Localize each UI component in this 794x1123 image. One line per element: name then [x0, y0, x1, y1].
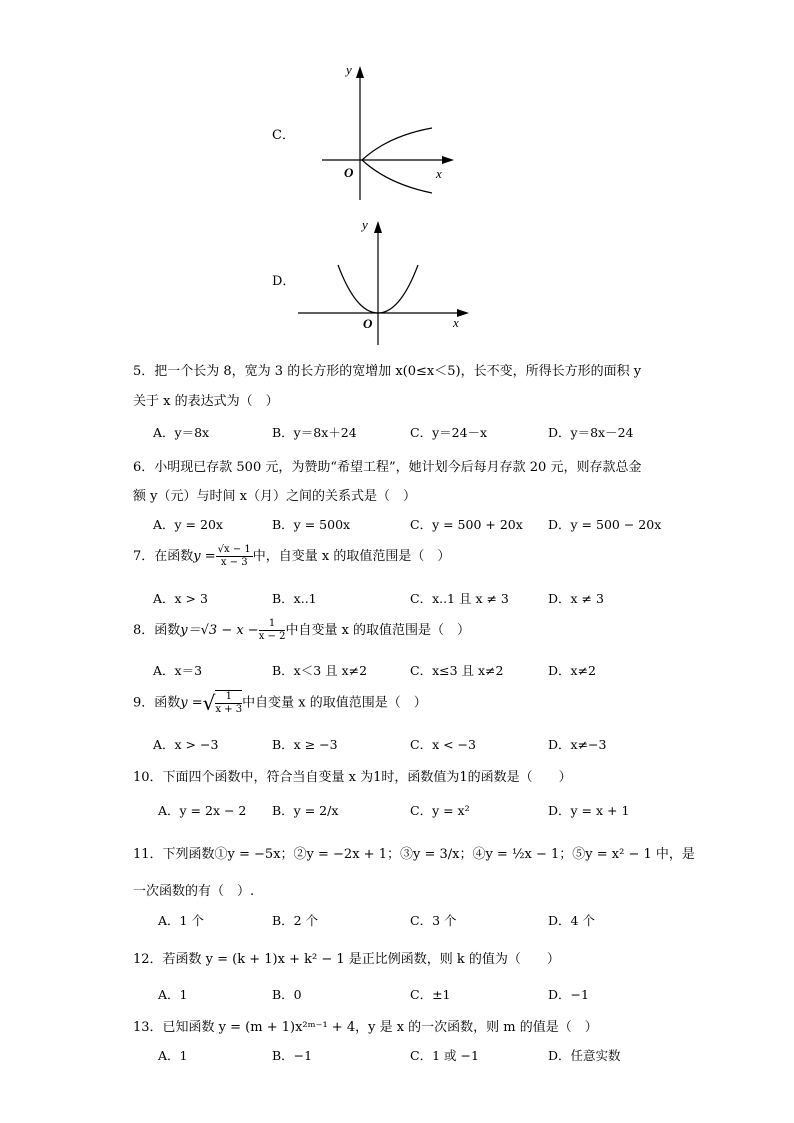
q10-option-d[interactable]: D．y = x + 1 — [548, 803, 630, 818]
q7-option-c[interactable]: C．x..1 且 x ≠ 3 — [410, 591, 509, 606]
q13-option-a[interactable]: A．1 — [158, 1048, 188, 1063]
q13-option-d[interactable]: D．任意实数 — [548, 1048, 621, 1063]
q9-frac-num: 1 — [215, 691, 242, 704]
q12-line1: 12．若函数 y = (k + 1)x + k² − 1 是正比例函数，则 k 的值为（ ） — [133, 952, 560, 967]
q8-frac-den: x − 2 — [258, 631, 286, 642]
q7-option-a[interactable]: A．x > 3 — [153, 591, 208, 606]
q8-option-b[interactable]: B．x＜3 且 x≠2 — [272, 663, 368, 678]
q7-option-d[interactable]: D．x ≠ 3 — [548, 591, 604, 606]
q7-line — [133, 544, 450, 569]
q9-line — [133, 690, 427, 716]
graph-c — [310, 60, 460, 205]
q10-option-a[interactable]: A．y = 2x − 2 — [158, 803, 247, 818]
q11-line1: 11．下列函数①y = −5x；②y = −2x + 1；③y = 3/x；④y = ½x − 1；⑤y = x² − 1 中，是 — [133, 847, 695, 862]
graph-c-y-label: y — [346, 62, 352, 77]
graph-d-label: D． — [272, 274, 296, 289]
q9-suffix: 中自变量 x 的取值范围是（ ） — [242, 695, 427, 711]
q10-option-c[interactable]: C．y = x² — [410, 803, 470, 818]
q6-line1: 6．小明现已存款 500 元，为赞助“希望工程”，她计划今后每月存款 20 元，则存款总金 — [133, 460, 642, 475]
q6-option-b[interactable]: B．y = 500x — [272, 517, 351, 532]
graph-c-x-label: x — [436, 166, 442, 181]
q11-line2: 一次函数的有（ ）. — [133, 884, 255, 899]
q8-frac-num: 1 — [259, 618, 286, 631]
q8-suffix: 中自变量 x 的取值范围是（ ） — [285, 623, 471, 638]
q6-line2: 额 y（元）与时间 x（月）之间的关系式是（ ） — [133, 489, 416, 504]
q12-option-b[interactable]: B．0 — [272, 987, 302, 1002]
q6-option-d[interactable]: D．y = 500 − 20x — [548, 517, 662, 532]
q9-option-c[interactable]: C．x < −3 — [410, 737, 476, 752]
q7-fraction — [216, 544, 253, 569]
q9-prefix: 9．函数 — [133, 695, 181, 711]
q6-option-c[interactable]: C．y = 500 + 20x — [410, 517, 523, 532]
q11-option-a[interactable]: A．1 个 — [158, 913, 204, 928]
q5-option-a[interactable]: A．y＝8x — [153, 425, 210, 440]
graph-d-x-label: x — [453, 315, 459, 330]
q12-option-a[interactable]: A．1 — [158, 987, 188, 1002]
graph-d — [290, 215, 475, 350]
q7-suffix: 中，自变量 x 的取值范围是（ ） — [252, 549, 451, 564]
graph-d-origin-label: O — [363, 316, 373, 331]
q9-frac-den: x + 3 — [215, 704, 243, 715]
q9-option-b[interactable]: B．x ≥ −3 — [272, 737, 338, 752]
q5-line2: 关于 x 的表达式为（ ） — [133, 394, 279, 409]
q7-option-b[interactable]: B．x..1 — [272, 591, 317, 606]
q5-line1: 5．把一个长为 8，宽为 3 的长方形的宽增加 x(0≤x＜5)，长不变，所得长方形的面积 y — [133, 364, 642, 379]
q8-prefix: 8．函数 — [133, 623, 181, 638]
q12-option-c[interactable]: C．±1 — [410, 987, 451, 1002]
q8-line — [133, 618, 470, 643]
q13-option-c[interactable]: C．1 或 −1 — [410, 1048, 479, 1063]
q9-fraction — [215, 690, 242, 716]
q12-option-d[interactable]: D．−1 — [548, 987, 589, 1002]
q9-sqrt-sign: √ — [202, 691, 216, 715]
q8-option-c[interactable]: C．x≤3 且 x≠2 — [410, 663, 504, 678]
q8-option-d[interactable]: D．x≠2 — [548, 663, 596, 678]
q9-func: y = — [180, 695, 203, 711]
q5-option-b[interactable]: B．y＝8x＋24 — [272, 425, 357, 440]
q5-option-d[interactable]: D．y＝8x－24 — [548, 425, 634, 440]
q11-option-d[interactable]: D．4 个 — [548, 913, 595, 928]
graph-c-label: C． — [272, 128, 295, 143]
q10-line1: 10．下面四个函数中，符合当自变量 x 为1时，函数值为1的函数是（ ） — [133, 770, 572, 785]
q8-func: y＝√3 − x − — [180, 623, 259, 638]
q7-frac-den: x − 3 — [220, 557, 248, 568]
q5-option-c[interactable]: C．y＝24－x — [410, 425, 488, 440]
q9-option-d[interactable]: D．x≠−3 — [548, 737, 607, 752]
q7-prefix: 7．在函数 — [133, 549, 194, 564]
q9-option-a[interactable]: A．x > −3 — [153, 737, 219, 752]
q8-fraction — [259, 618, 286, 643]
q11-option-c[interactable]: C．3 个 — [410, 913, 457, 928]
graph-c-origin-label: O — [344, 165, 354, 180]
q11-option-b[interactable]: B．2 个 — [272, 913, 319, 928]
q10-option-b[interactable]: B．y = 2/x — [272, 803, 339, 818]
q13-line1: 13．已知函数 y = (m + 1)x²ᵐ⁻¹ + 4，y 是 x 的一次函数，则 m 的值是（ ） — [133, 1020, 598, 1035]
q7-frac-num: √x − 1 — [217, 544, 251, 555]
graph-d-y-label: y — [362, 217, 368, 232]
q8-option-a[interactable]: A．x＝3 — [153, 663, 203, 678]
q7-func: y = — [193, 549, 216, 564]
q6-option-a[interactable]: A．y = 20x — [153, 517, 223, 532]
q13-option-b[interactable]: B．−1 — [272, 1048, 313, 1063]
